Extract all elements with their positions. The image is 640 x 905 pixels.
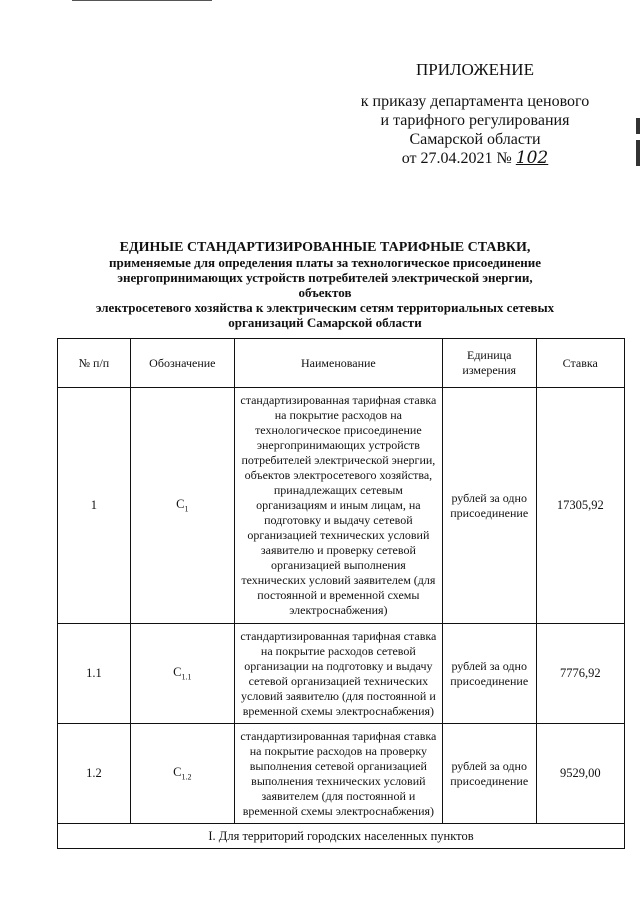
- section-row: [58, 824, 625, 849]
- unit-line: рублей за одно: [451, 758, 527, 773]
- header-rate: Ставка: [536, 339, 624, 388]
- order-number: 102: [515, 148, 549, 168]
- unit-line: присоединение: [450, 773, 529, 788]
- title-line: применяемые для определения платы за технологическое присоединение: [109, 255, 541, 270]
- desc-line: постоянной и временной схемы: [257, 588, 420, 602]
- title-line: электросетевого хозяйства к электрическим сетям территориальных сетевых: [95, 300, 555, 315]
- desc-line: стандартизированная тарифная ставка: [240, 393, 437, 407]
- rates-table: [57, 338, 625, 849]
- row-code: [130, 388, 234, 624]
- header-unit: [442, 339, 536, 388]
- title-line: энергопринимающих устройств потребителей электрической энергии, объектов: [117, 270, 533, 300]
- appendix-line: к приказу департамента ценового: [360, 93, 590, 110]
- desc-line: выполнения сетевой организацией: [249, 758, 427, 773]
- appendix-line: Самарской области: [409, 131, 541, 148]
- header-code: Обозначение: [130, 339, 234, 388]
- row-unit: [442, 624, 536, 724]
- row-unit: [442, 724, 536, 824]
- row-code: [130, 624, 234, 724]
- header-name: Наименование: [234, 339, 442, 388]
- row-rate: 17305,92: [536, 388, 624, 624]
- desc-line: потребителей электрической энергии,: [241, 453, 436, 467]
- desc-line: условий заявителю (для постоянной и: [241, 688, 436, 703]
- unit-line: рублей за одно: [451, 490, 527, 505]
- row-rate: 9529,00: [536, 724, 624, 824]
- desc-line: выполнения технических условий: [251, 773, 426, 788]
- row-rate: 7776,92: [536, 624, 624, 724]
- code-base: C: [173, 665, 182, 680]
- appendix-line: и тарифного регулирования: [380, 112, 570, 129]
- scan-edge-mark: [636, 118, 640, 134]
- header-num: № п/п: [58, 339, 131, 388]
- table-row: [58, 388, 625, 624]
- desc-line: организации на подготовку и выдачу: [244, 658, 433, 673]
- desc-line: временной схемы электроснабжения): [242, 803, 435, 818]
- appendix-date-line: [355, 149, 595, 168]
- desc-line: организацией технических условий: [247, 528, 430, 542]
- unit-line: присоединение: [450, 673, 529, 688]
- desc-line: заявителем (для постоянной и: [261, 788, 416, 803]
- section-title: I. Для территорий городских населенных пунктов: [58, 824, 625, 849]
- table-row: [58, 724, 625, 824]
- unit-line: присоединение: [450, 505, 529, 520]
- row-description: [234, 624, 442, 724]
- desc-line: принадлежащих сетевым: [273, 483, 403, 497]
- desc-line: временной схемы электроснабжения): [242, 703, 435, 718]
- desc-line: на покрытие расходов на: [274, 408, 402, 422]
- header-unit-line: измерения: [462, 363, 517, 377]
- header-unit-line: Единица: [466, 348, 512, 362]
- desc-line: стандартизированная тарифная ставка: [240, 628, 437, 643]
- top-edge-line: [72, 0, 212, 1]
- row-number: 1.1: [58, 624, 131, 724]
- desc-line: объектов электросетевого хозяйства,: [244, 468, 433, 482]
- row-number: 1: [58, 388, 131, 624]
- code-sub: 1.2: [181, 772, 192, 782]
- title-main: ЕДИНЫЕ СТАНДАРТИЗИРОВАННЫЕ ТАРИФНЫЕ СТАВКИ,: [119, 240, 531, 255]
- scan-edge-mark: [636, 140, 640, 166]
- desc-line: на покрытие расходов сетевой: [260, 643, 416, 658]
- title-line: организаций Самарской области: [228, 315, 422, 330]
- appendix-header: [355, 60, 595, 168]
- row-description: [234, 388, 442, 624]
- desc-line: электроснабжения): [289, 603, 388, 617]
- document-title: [90, 240, 560, 330]
- desc-line: подготовку и выдачу сетевой: [264, 513, 413, 527]
- desc-line: организациям и иным лицам, на: [256, 498, 421, 512]
- table-row: [58, 624, 625, 724]
- desc-line: технических условий заявителем (для: [241, 573, 436, 587]
- row-code: [130, 724, 234, 824]
- row-number: 1.2: [58, 724, 131, 824]
- row-description: [234, 724, 442, 824]
- desc-line: энергопринимающих устройств: [256, 438, 420, 452]
- desc-line: на покрытие расходов на проверку: [249, 743, 428, 758]
- desc-line: стандартизированная тарифная ставка: [240, 728, 437, 743]
- code-sub: 1.1: [181, 672, 192, 682]
- desc-line: организацией выполнения: [270, 558, 406, 572]
- table-header-row: [58, 339, 625, 388]
- desc-line: сетевой организацией технических: [248, 673, 429, 688]
- code-base: C: [173, 765, 182, 780]
- desc-line: заявителю и проверку сетевой: [260, 543, 416, 557]
- row-unit: [442, 388, 536, 624]
- unit-line: рублей за одно: [451, 658, 527, 673]
- code-sub: 1: [184, 504, 189, 514]
- appendix-title: ПРИЛОЖЕНИЕ: [416, 60, 534, 79]
- appendix-date: от 27.04.2021 №: [401, 150, 512, 167]
- desc-line: технологическое присоединение: [255, 423, 422, 437]
- code-base: C: [176, 497, 185, 512]
